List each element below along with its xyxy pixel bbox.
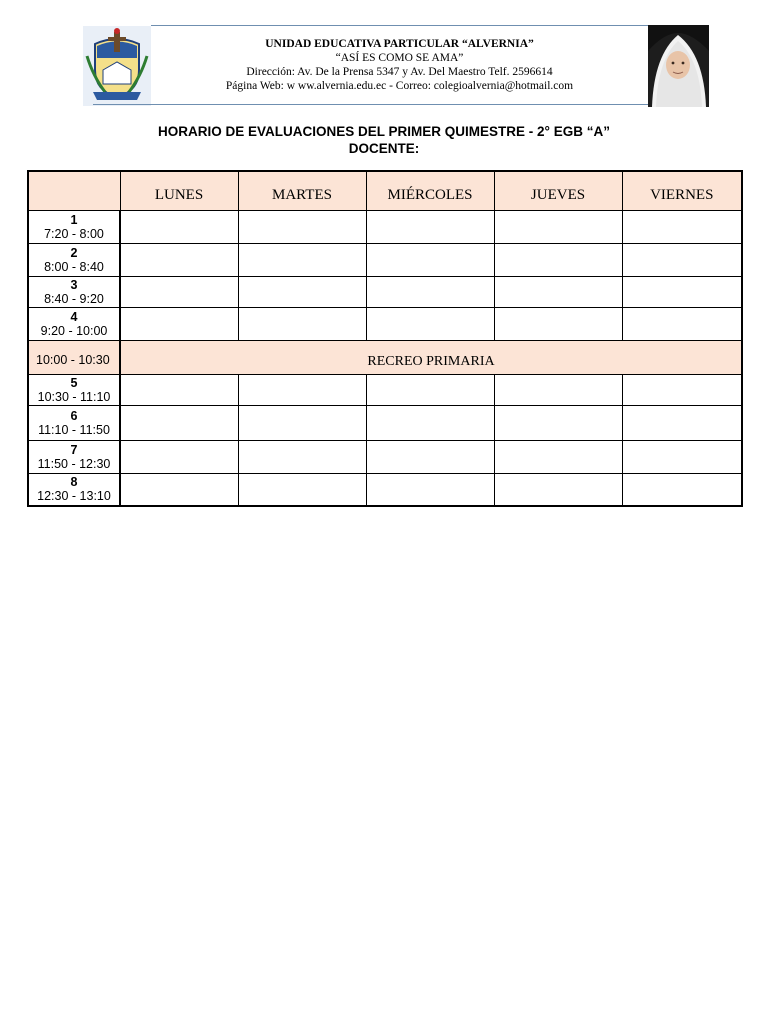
period-cell [28,440,120,473]
period-time: 11:50 - 12:30 [37,456,111,471]
period-cell [28,243,120,276]
period-time: 12:30 - 13:10 [37,489,111,504]
table-row [28,405,742,440]
period-time: 11:10 - 11:50 [38,422,110,437]
schedule-cell[interactable] [120,243,238,276]
table-header-row [28,171,742,210]
school-name: UNIDAD EDUCATIVA PARTICULAR “ALVERNIA” [265,38,534,50]
letterhead [83,25,709,107]
schedule-cell[interactable] [494,307,622,340]
schedule-cell[interactable] [366,210,494,243]
period-number: 8 [70,475,78,490]
period-cell [28,473,120,506]
schedule-cell[interactable] [622,243,742,276]
period-number: 1 [70,212,78,227]
schedule-cell[interactable] [494,374,622,405]
corner-cell [28,171,120,210]
schedule-cell[interactable] [622,276,742,307]
schedule-cell[interactable] [494,243,622,276]
schedule-cell[interactable] [120,276,238,307]
school-address: Dirección: Av. De la Prensa 5347 y Av. Del Maestro Telf. 2596614 [246,66,553,78]
schedule-cell[interactable] [622,440,742,473]
schedule-cell[interactable] [120,473,238,506]
period-number: 7 [70,442,78,457]
schedule-cell[interactable] [120,440,238,473]
document-title [0,123,768,157]
day-header: MIÉRCOLES [366,171,494,210]
period-time: 8:40 - 9:20 [44,291,104,306]
period-time: 9:20 - 10:00 [40,323,108,338]
schedule-cell[interactable] [120,210,238,243]
schedule-cell[interactable] [494,276,622,307]
schedule-cell[interactable] [120,374,238,405]
letterhead-rule [93,104,685,105]
schedule-cell[interactable] [366,243,494,276]
schedule-cell[interactable] [622,307,742,340]
schedule-cell[interactable] [366,307,494,340]
schedule-cell[interactable] [494,473,622,506]
period-cell [28,276,120,307]
period-cell [28,405,120,440]
title-line: HORARIO DE EVALUACIONES DEL PRIMER QUIMESTRE - 2° EGB “A” [158,124,610,139]
table-row [28,374,742,405]
schedule-cell[interactable] [238,405,366,440]
day-header: JUEVES [494,171,622,210]
table-row [28,243,742,276]
period-cell [28,210,120,243]
period-time: 10:30 - 11:10 [37,389,111,404]
period-number: 4 [70,309,78,324]
period-number: 6 [70,408,78,423]
period-time: 7:20 - 8:00 [44,226,104,241]
nun-portrait-icon [648,25,709,107]
period-number: 3 [70,277,78,292]
table-row [28,276,742,307]
table-row [28,440,742,473]
teacher-label: DOCENTE: [348,141,420,156]
schedule-cell[interactable] [366,440,494,473]
schedule-cell[interactable] [238,243,366,276]
recess-time: 10:00 - 10:30 [28,340,120,374]
school-web: Página Web: w ww.alvernia.edu.ec - Correo: colegioalvernia@hotmail.com [225,80,574,92]
school-motto: “ASÍ ES COMO SE AMA” [335,52,464,64]
schedule-cell[interactable] [366,473,494,506]
letterhead-text [151,25,648,103]
schedule-cell[interactable] [622,405,742,440]
recess-label: RECREO PRIMARIA [120,340,742,374]
schedule-cell[interactable] [494,210,622,243]
recess-row [28,340,742,374]
schedule-cell[interactable] [120,405,238,440]
schedule-cell[interactable] [238,440,366,473]
period-time: 8:00 - 8:40 [44,259,104,274]
period-cell [28,307,120,340]
schedule-cell[interactable] [238,473,366,506]
schedule-cell[interactable] [238,307,366,340]
schedule-cell[interactable] [366,374,494,405]
schedule-cell[interactable] [494,405,622,440]
period-cell [28,374,120,405]
schedule-cell[interactable] [238,276,366,307]
schedule-cell[interactable] [238,210,366,243]
day-header: LUNES [120,171,238,210]
schedule-cell[interactable] [622,210,742,243]
table-row [28,210,742,243]
schedule-cell[interactable] [120,307,238,340]
evaluation-schedule-table [27,170,743,507]
schedule-cell[interactable] [366,276,494,307]
schedule-cell[interactable] [366,405,494,440]
schedule-cell[interactable] [238,374,366,405]
school-crest-icon [83,26,151,106]
table-row [28,307,742,340]
day-header: VIERNES [622,171,742,210]
schedule-cell[interactable] [494,440,622,473]
period-number: 2 [70,245,78,260]
table-row [28,473,742,506]
schedule-cell[interactable] [622,473,742,506]
period-number: 5 [70,375,78,390]
day-header: MARTES [238,171,366,210]
schedule-cell[interactable] [622,374,742,405]
